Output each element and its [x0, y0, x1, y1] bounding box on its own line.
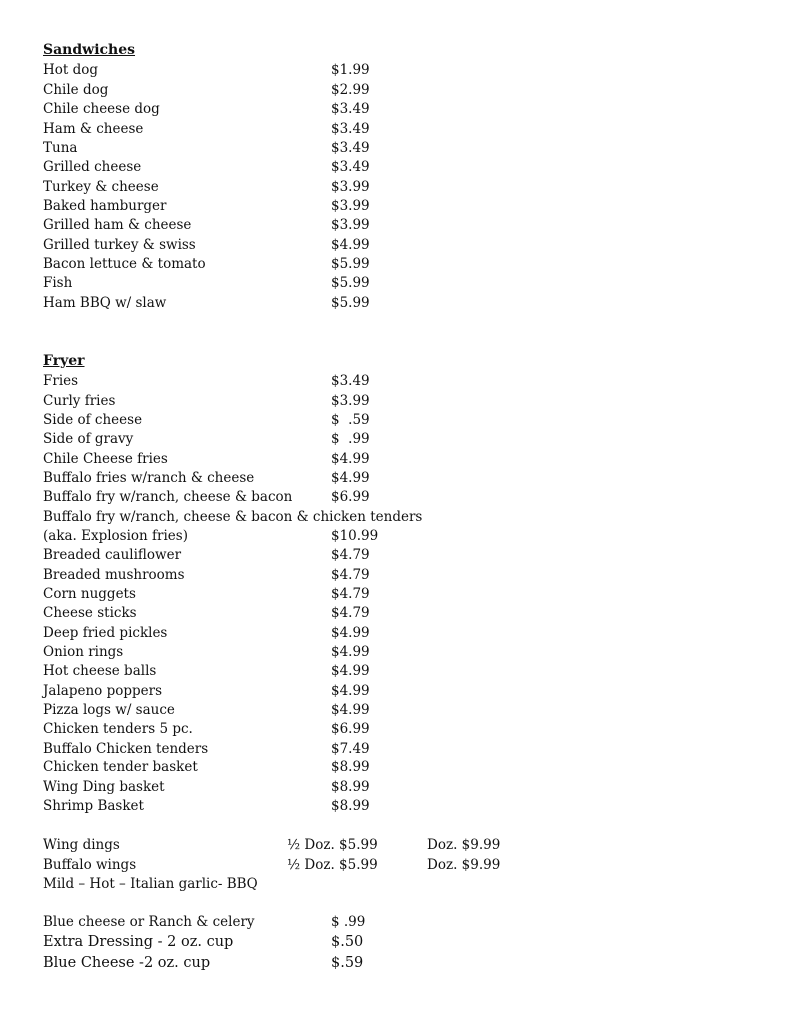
- item-name: Buffalo wings: [43, 856, 137, 873]
- item-price: $4.99: [331, 236, 370, 253]
- item-price: $8.99: [331, 759, 370, 775]
- item-price: $3.99: [331, 217, 370, 233]
- item-price: $4.79: [331, 586, 370, 602]
- item-name: Grilled turkey & swiss: [43, 236, 196, 253]
- item-name: Corn nuggets: [43, 586, 136, 602]
- item-name: Fish: [43, 275, 73, 291]
- item-name: Chicken tenders 5 pc.: [43, 721, 193, 737]
- item-price: $1.99: [331, 62, 370, 78]
- item-name: Chile cheese dog: [43, 101, 160, 117]
- item-name: Side of gravy: [43, 431, 134, 447]
- item-name: Grilled ham & cheese: [43, 217, 192, 233]
- item-price: $3.99: [331, 392, 370, 409]
- item-price: $4.99: [331, 682, 370, 699]
- item-name: Chile Cheese fries: [43, 450, 168, 467]
- item-price: $3.99: [331, 178, 370, 195]
- item-name: Wing Ding basket: [43, 779, 165, 795]
- item-name: Blue Cheese -2 oz. cup: [43, 955, 211, 971]
- item-name: Shrimp Basket: [43, 798, 144, 814]
- item-price: $6.99: [331, 489, 370, 505]
- item-price: $7.49: [331, 740, 370, 757]
- item-name: Blue cheese or Ranch & celery: [43, 914, 255, 930]
- item-name: Tuna: [43, 140, 78, 156]
- item-price: $5.99: [331, 275, 370, 291]
- item-price: $6.99: [331, 721, 370, 737]
- item-name: Grilled cheese: [43, 159, 142, 175]
- item-price: $3.49: [331, 120, 370, 137]
- item-name: Onion rings: [43, 644, 124, 660]
- item-name: Breaded cauliflower: [43, 547, 182, 563]
- item-price: $2.99: [331, 81, 370, 98]
- dozen-price: Doz. $9.99: [427, 837, 501, 853]
- item-price: $3.49: [331, 159, 370, 175]
- item-price: $.50: [331, 934, 364, 950]
- item-name: Ham BBQ w/ slaw: [43, 294, 167, 311]
- item-name: Fries: [43, 373, 79, 389]
- item-name: Bacon lettuce & tomato: [43, 256, 206, 272]
- half-dozen-price: ½ Doz. $5.99: [287, 856, 378, 873]
- item-price: $5.99: [331, 294, 370, 311]
- item-price: $4.79: [331, 605, 370, 621]
- item-price: $.59: [331, 955, 364, 971]
- item-name: Cheese sticks: [43, 605, 137, 621]
- item-name: Chicken tender basket: [43, 759, 198, 775]
- item-name: Buffalo Chicken tenders: [43, 740, 209, 757]
- item-price: $ .99: [331, 431, 370, 447]
- item-price: $ .59: [331, 412, 370, 428]
- item-price: $8.99: [331, 779, 370, 795]
- item-name: Turkey & cheese: [43, 178, 159, 195]
- item-price: $4.99: [331, 644, 370, 660]
- item-name: Chile dog: [43, 81, 109, 98]
- item-name: Buffalo fry w/ranch, cheese & bacon & chicken tenders: [43, 508, 423, 525]
- sandwiches-heading: Sandwiches: [43, 42, 136, 58]
- item-price: $10.99: [331, 528, 379, 544]
- item-name: Pizza logs w/ sauce: [43, 702, 175, 718]
- flavors-text: Mild – Hot – Italian garlic- BBQ: [43, 876, 258, 892]
- item-price: $5.99: [331, 256, 370, 272]
- dozen-price: Doz. $9.99: [427, 856, 501, 873]
- item-price: $3.49: [331, 373, 370, 389]
- item-price: $4.99: [331, 702, 370, 718]
- item-price: $3.49: [331, 140, 370, 156]
- item-name: Buffalo fries w/ranch & cheese: [43, 470, 255, 486]
- item-price: $4.99: [331, 450, 370, 467]
- item-price: $4.99: [331, 624, 370, 641]
- item-name: Deep fried pickles: [43, 624, 168, 641]
- half-dozen-price: ½ Doz. $5.99: [287, 837, 378, 853]
- item-price: $4.79: [331, 566, 370, 583]
- item-price: $3.49: [331, 101, 370, 117]
- item-name: Jalapeno poppers: [43, 682, 162, 699]
- item-name: Buffalo fry w/ranch, cheese & bacon: [43, 489, 293, 505]
- item-name: Hot dog: [43, 62, 99, 78]
- item-name: (aka. Explosion fries): [43, 528, 188, 544]
- item-price: $4.99: [331, 470, 370, 486]
- item-name: Baked hamburger: [43, 198, 167, 214]
- item-name: Ham & cheese: [43, 120, 144, 137]
- fryer-heading: Fryer: [43, 353, 85, 369]
- item-price: $ .99: [331, 914, 366, 930]
- item-name: Hot cheese balls: [43, 663, 157, 679]
- item-name: Curly fries: [43, 392, 116, 409]
- item-name: Side of cheese: [43, 412, 143, 428]
- item-price: $4.79: [331, 547, 370, 563]
- item-price: $8.99: [331, 798, 370, 814]
- item-price: $3.99: [331, 198, 370, 214]
- item-name: Wing dings: [43, 837, 120, 853]
- item-name: Breaded mushrooms: [43, 566, 185, 583]
- item-name: Extra Dressing - 2 oz. cup: [43, 934, 234, 950]
- item-price: $4.99: [331, 663, 370, 679]
